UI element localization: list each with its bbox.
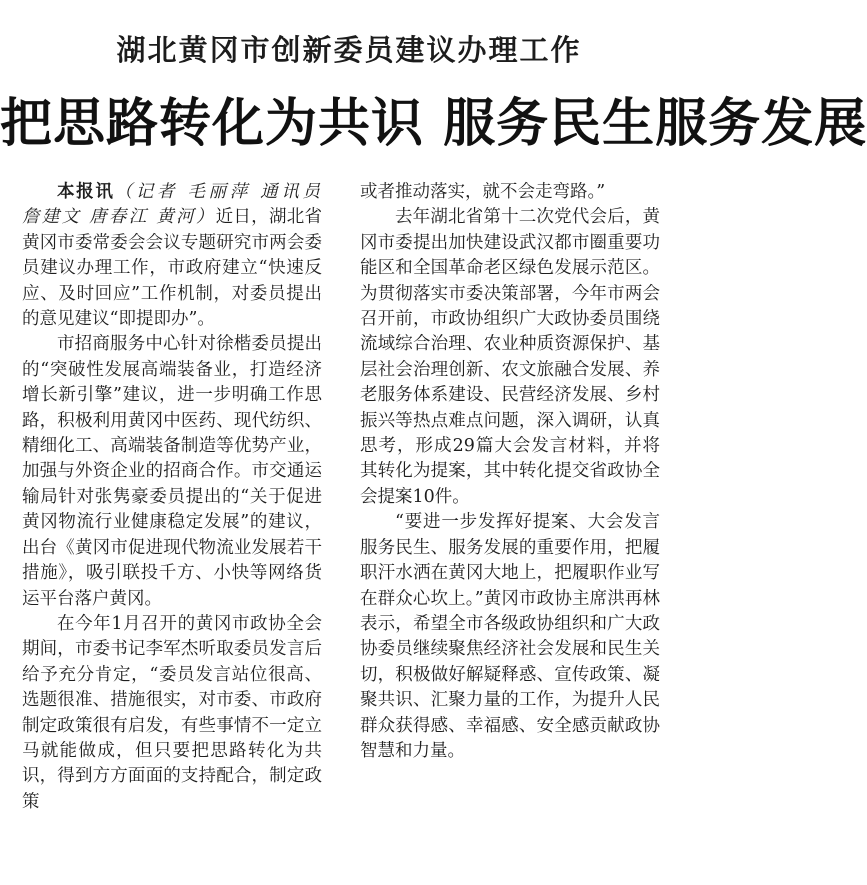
paragraph-3-continued: 或者推动落实，就不会走弯路。” xyxy=(360,182,606,202)
left-column xyxy=(22,180,322,815)
paragraph-3: 在今年1月召开的黄冈市政协全会期间，市委书记李军杰听取委员发言后给予充分肯定，“委员发言站位很高、选题很准、措施很实，对市委、市政府制定政策很有启发，有些事情不一定立马就能做成，但只要把思路转化为共识，得到方方面面的支持配合，制定政策 xyxy=(22,613,322,812)
paragraph-2: 市招商服务中心针对徐楷委员提出的“突破性发展高端装备业，打造经济增长新引擎”建议，进一步明确工作思路，积极利用黄冈中医药、现代纺织、精细化工、高端装备制造等优势产业，加强与外资企业的招商合作。市交通运输局针对张隽豪委员提出的“关于促进黄冈物流行业健康稳定发展”的建议，出台《黄冈市促进现代物流业发展若干措施》，吸引联投千方、小快等网络货运平台落户黄冈。 xyxy=(22,334,322,609)
paragraph-4: 去年湖北省第十二次党代会后，黄冈市委提出加快建设武汉都市圈重要功能区和全国革命老区绿色发展示范区。为贯彻落实市委决策部署，今年市两会召开前，市政协组织广大政协委员围绕流域综合治理、农业种质资源保护、基层社会治理创新、农文旅融合发展、养老服务体系建设、民营经济发展、乡村振兴等热点难点问题，深入调研，认真思考，形成29篇大会发言材料，并将其转化为提案，其中转化提交省政协全会提案10件。 xyxy=(360,207,660,507)
paragraph-lead xyxy=(22,180,322,332)
lead-text: 近日，湖北省黄冈市委常委会会议专题研究市两会委员建议办理工作，市政府建立“快速反应、及时回应”工作机制，对委员提出的意见建议“即提即办”。 xyxy=(22,207,323,330)
byline: （记者 毛丽萍 通讯员 詹建文 唐春江 黄河） xyxy=(22,182,323,228)
right-column xyxy=(360,180,660,764)
paragraph-5: “要进一步发挥好提案、大会发言服务民生、服务发展的重要作用，把履职汗水洒在黄冈大地上，把履职作业写在群众心坎上。”黄冈市政协主席洪再林表示，希望全市各级政协组织和广大政协委员继续聚焦经济社会发展和民生关切，积极做好解疑释惑、宣传政策、凝聚共识、汇聚力量的工作，为提升人民群众获得感、幸福感、安全感贡献政协智慧和力量。 xyxy=(360,512,660,761)
article-subhead: 湖北黄冈市创新委员建议办理工作 xyxy=(116,33,582,67)
article-headline: 把思路转化为共识 服务民生服务发展 xyxy=(0,94,867,154)
lead-label: 本报讯 xyxy=(57,182,115,202)
